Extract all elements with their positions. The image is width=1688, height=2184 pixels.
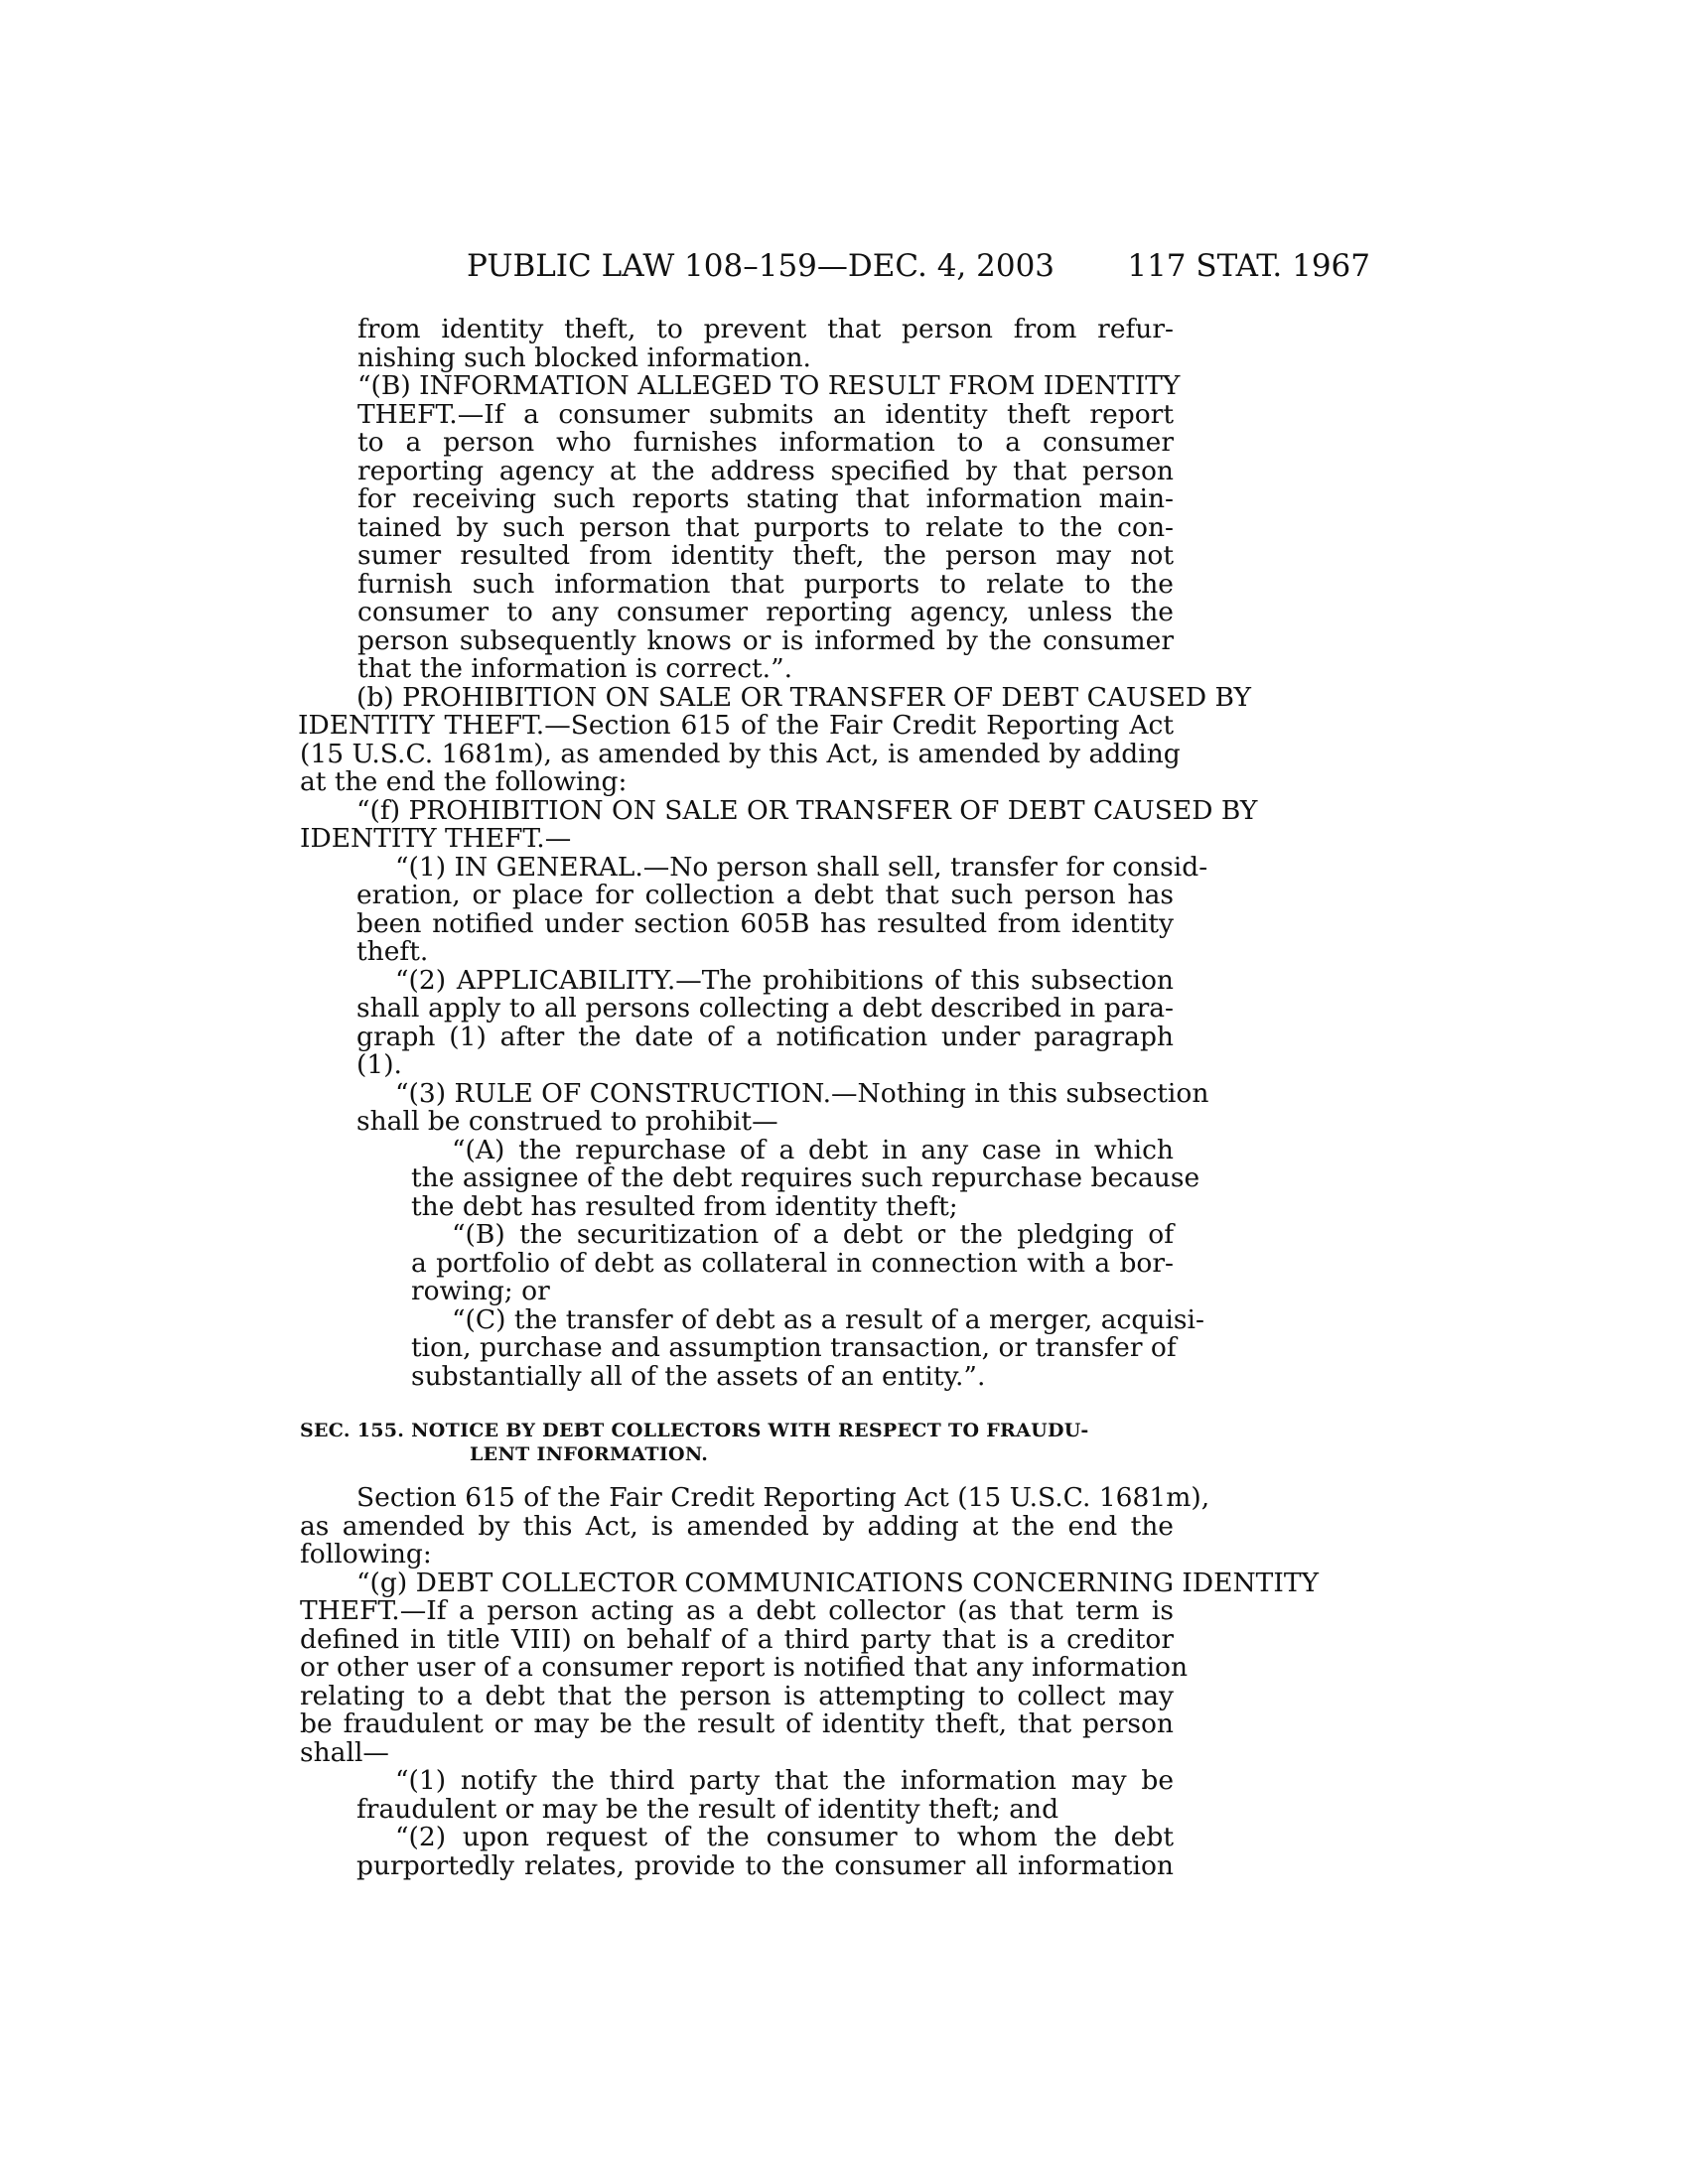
text-line: “(2) upon request of the consumer to whom the debt xyxy=(395,1822,1174,1852)
text-line: shall apply to all persons collecting a debt described in para- xyxy=(356,993,1174,1024)
text-line: defined in title VIII) on behalf of a third party that is a creditor xyxy=(300,1623,1174,1655)
text-line: “(C) the transfer of debt as a result of a merger, acquisi- xyxy=(452,1303,1204,1335)
text-line: “(A) the repurchase of a debt in any case in which xyxy=(452,1134,1174,1165)
text-line: tained by such person that purports to relate to the con- xyxy=(357,511,1174,543)
text-line: rowing; or xyxy=(411,1276,550,1306)
text-line: theft. xyxy=(356,936,429,967)
text-line: substantially all of the assets of an entity.”. xyxy=(411,1360,986,1392)
text-line: “(g) DEBT COLLECTOR COMMUNICATIONS CONCERNING IDENTITY xyxy=(356,1567,1319,1598)
text-line: been notified under section 605B has resulted from identity xyxy=(356,907,1174,939)
text-line: reporting agency at the address specified by that person xyxy=(357,455,1174,486)
text-line: nishing such blocked information. xyxy=(357,341,811,373)
text-line: THEFT.—If a consumer submits an identity theft report xyxy=(357,398,1174,430)
text-line: or other user of a consumer report is notified that any information xyxy=(300,1652,1189,1683)
text-line: tion, purchase and assumption transaction, or transfer of xyxy=(411,1332,1177,1363)
text-line: to a person who furnishes information to a consumer xyxy=(357,427,1174,458)
text-line: at the end the following: xyxy=(300,766,628,797)
body-text xyxy=(298,314,1319,1881)
text-line: eration, or place for collection a debt that such person has xyxy=(356,880,1174,910)
text-line: “(B) INFORMATION ALLEGED TO RESULT FROM IDENTITY xyxy=(357,370,1181,401)
text-line: following: xyxy=(300,1539,432,1570)
text-line: the debt has resulted from identity theft; xyxy=(411,1190,958,1222)
text-line: shall be construed to prohibit— xyxy=(356,1106,778,1137)
section-heading-line: SEC. 155. NOTICE BY DEBT COLLECTORS WITH RESPECT TO FRAUDU- xyxy=(300,1420,1089,1441)
text-line: (b) PROHIBITION ON SALE OR TRANSFER OF DEBT CAUSED BY xyxy=(356,681,1251,713)
text-line: IDENTITY THEFT.—Section 615 of the Fair Credit Reporting Act xyxy=(298,710,1174,741)
running-head xyxy=(467,248,1370,288)
text-line: graph (1) after the date of a notification under paragraph xyxy=(356,1021,1174,1052)
text-line: furnish such information that purports to relate to the xyxy=(357,568,1174,600)
text-line: shall— xyxy=(300,1736,389,1768)
running-head-title: PUBLIC LAW 108–159—DEC. 4, 2003 xyxy=(467,248,1055,284)
text-line: sumer resulted from identity theft, the person may not xyxy=(357,540,1174,571)
text-line: a portfolio of debt as collateral in connection with a bor- xyxy=(411,1247,1174,1279)
text-line: (15 U.S.C. 1681m), as amended by this Act, is amended by adding xyxy=(300,738,1181,769)
text-line: fraudulent or may be the result of identity theft; and xyxy=(356,1793,1059,1825)
text-line: “(3) RULE OF CONSTRUCTION.—Nothing in this subsection xyxy=(395,1077,1209,1109)
text-line: “(1) notify the third party that the information may be xyxy=(395,1765,1174,1796)
text-line: (1). xyxy=(356,1049,402,1080)
text-line: Section 615 of the Fair Credit Reporting Act (15 U.S.C. 1681m), xyxy=(356,1482,1210,1513)
text-line: from identity theft, to prevent that person from refur- xyxy=(357,314,1174,344)
text-line: person subsequently knows or is informed by the consumer xyxy=(357,624,1174,656)
text-line: “(2) APPLICABILITY.—The prohibitions of this subsection xyxy=(395,964,1174,996)
page-number: 117 STAT. 1967 xyxy=(1127,248,1370,284)
text-line: “(f) PROHIBITION ON SALE OR TRANSFER OF DEBT CAUSED BY xyxy=(356,794,1258,826)
text-line: “(1) IN GENERAL.—No person shall sell, transfer for consid- xyxy=(395,851,1208,883)
section-heading xyxy=(300,1419,1174,1466)
text-line: THEFT.—If a person acting as a debt collector (as that term is xyxy=(300,1595,1174,1626)
text-line: purportedly relates, provide to the consumer all information xyxy=(356,1849,1174,1881)
section-heading-line: LENT INFORMATION. xyxy=(470,1443,709,1465)
text-line: relating to a debt that the person is attempting to collect may xyxy=(300,1680,1174,1711)
text-line: “(B) the securitization of a debt or the pledging of xyxy=(452,1219,1174,1250)
text-line: consumer to any consumer reporting agency, unless the xyxy=(357,597,1174,627)
text-line: the assignee of the debt requires such repurchase because xyxy=(411,1162,1200,1193)
text-line: be fraudulent or may be the result of identity theft, that person xyxy=(300,1708,1174,1739)
text-line: for receiving such reports stating that information main- xyxy=(357,483,1174,514)
text-line: that the information is correct.”. xyxy=(357,653,793,684)
text-line: as amended by this Act, is amended by adding at the end the xyxy=(300,1510,1174,1542)
text-line: IDENTITY THEFT.— xyxy=(300,823,572,854)
